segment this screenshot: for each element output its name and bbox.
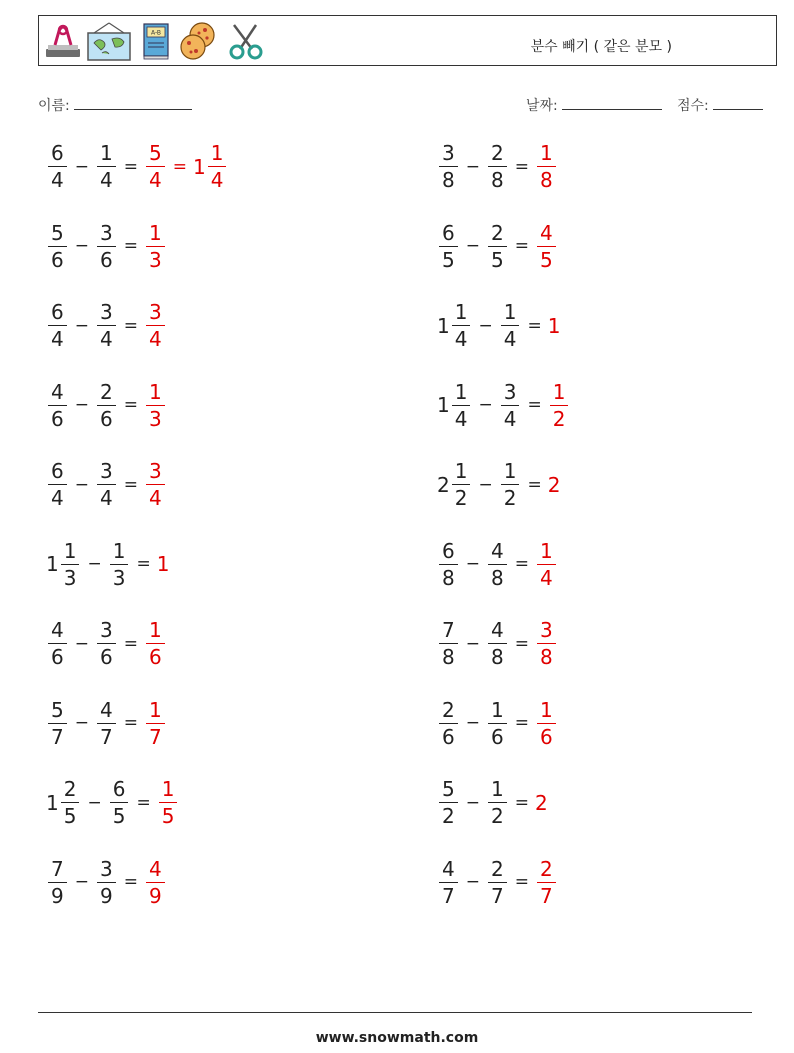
subtrahend-denominator: 2 [490,804,504,828]
answer [535,856,558,908]
answer-denominator: 5 [161,804,175,828]
answer-fraction [146,697,165,749]
answer-numerator: 4 [146,859,165,883]
answer [144,379,167,431]
answer-fraction [537,697,556,749]
name-line [74,95,192,110]
answer-equals-sign: = [172,156,187,177]
minuend-denominator: 5 [442,247,455,272]
subtrahend-denominator: 4 [503,327,517,351]
answer [144,302,167,349]
subtrahend-numerator: 3 [97,859,116,883]
footer-divider [38,1012,752,1013]
minus-sign: − [478,474,493,495]
subtrahend-denominator: 2 [503,486,517,510]
minuend-denominator: 2 [454,486,468,510]
minuend-numerator: 3 [439,143,458,167]
answer-denominator: 4 [539,565,553,590]
minuend-numerator: 6 [48,302,67,326]
answer [144,220,167,272]
minuend-fraction [48,461,67,508]
subtrahend-fraction [97,856,116,908]
minuend-denominator: 4 [51,327,64,351]
problem-item [46,379,167,431]
minus-sign: − [478,315,493,336]
equals-sign: = [514,633,529,654]
subtrahend-numerator: 4 [97,700,116,724]
minuend-denominator: 4 [51,168,64,192]
subtrahend-numerator: 1 [501,461,520,485]
subtrahend-fraction [97,302,116,349]
minuend-denominator: 6 [51,645,64,669]
subtrahend-numerator: 3 [97,620,116,644]
problem-item [46,620,167,667]
minuend-denominator: 6 [51,247,64,272]
subtrahend-fraction [488,856,507,908]
problem-item [437,779,548,826]
minus-sign: − [74,713,89,733]
minus-sign: − [74,633,89,654]
minuend-fraction [61,779,80,826]
answer-fraction [537,620,556,667]
subtrahend-numerator: 3 [97,302,116,326]
subtrahend-denominator: 4 [99,486,113,510]
svg-text:A-B: A-B [150,29,162,37]
equals-sign: = [123,315,138,336]
equals-sign: = [123,713,138,733]
equals-sign: = [514,156,529,177]
answer [535,538,558,590]
minus-sign: − [87,554,102,574]
subtrahend-fraction [488,620,507,667]
answer-numerator: 1 [159,779,178,803]
name-field[interactable] [38,95,192,115]
answer-whole: 1 [156,552,170,576]
answer-denominator: 8 [539,645,553,669]
minus-sign: − [465,872,480,892]
name-label: 이름: [38,98,70,114]
subtrahend-fraction [488,143,507,190]
subtrahend-numerator: 4 [488,541,507,565]
answer [535,697,558,749]
equals-sign: = [527,474,542,495]
answer-numerator: 3 [146,461,165,485]
minuend-fraction [48,379,67,431]
problem-item [46,220,167,272]
answer-denominator: 4 [148,486,162,510]
subtrahend-fraction [110,779,129,826]
minus-sign: − [74,156,89,177]
answer-fraction [146,220,165,272]
minuend-fraction [439,856,458,908]
problem-item [46,779,179,826]
minuend-denominator: 8 [442,168,455,192]
subtrahend-denominator: 8 [490,645,504,669]
answer-fraction [208,143,227,190]
minuend-numerator: 7 [439,620,458,644]
subtrahend-numerator: 4 [488,620,507,644]
minuend-numerator: 6 [439,541,458,565]
subtrahend-fraction [501,379,520,431]
equals-sign: = [527,395,542,415]
minus-sign: − [87,792,102,813]
date-label: 날짜: [526,98,558,114]
minus-sign: − [465,633,480,654]
minuend-fraction [48,302,67,349]
problem-item [437,856,558,908]
minuend-numerator: 4 [48,382,67,406]
answer-fraction [537,220,556,272]
subtrahend-denominator: 8 [490,168,504,192]
equals-sign: = [514,792,529,813]
minuend-numerator: 5 [48,223,67,247]
answer-fraction [146,856,165,908]
subtrahend-denominator: 4 [99,327,113,351]
equals-sign: = [527,315,542,336]
answer [144,461,167,508]
answer-numerator: 2 [537,859,556,883]
problem-item [437,697,558,749]
minuend-numerator: 1 [452,382,471,406]
answer-denominator: 4 [148,168,162,192]
problem-item [46,856,167,908]
answer-denominator: 3 [148,247,162,272]
minuend-fraction [48,856,67,908]
minuend-numerator: 5 [48,700,67,724]
answer-numerator: 3 [146,302,165,326]
minuend-denominator: 4 [51,486,64,510]
answer-denominator: 3 [148,406,162,431]
subtrahend-fraction [488,779,507,826]
answer [144,856,167,908]
problem-item [46,302,167,349]
answer-numerator: 1 [537,700,556,724]
minuend-fraction [48,220,67,272]
minuend-denominator: 6 [442,724,455,749]
subtrahend-fraction [97,220,116,272]
answer-fraction [146,143,165,190]
minuend-fraction [439,697,458,749]
subtrahend-denominator: 4 [99,168,113,192]
answer-denominator: 7 [539,883,553,908]
problem-item [437,620,558,667]
minuend-numerator: 1 [452,302,471,326]
minuend-fraction [452,302,471,349]
answer-numerator: 1 [550,382,569,406]
stamp-icon [43,21,83,61]
subtrahend-denominator: 6 [490,724,504,749]
subtrahend-numerator: 1 [97,143,116,167]
minus-sign: − [465,713,480,733]
subtrahend-denominator: 7 [99,724,113,749]
subtrahend-denominator: 6 [99,406,113,431]
minus-sign: − [74,395,89,415]
scissors-icon [226,21,266,61]
problem-item [437,461,560,508]
minuend-whole: 1 [437,393,450,417]
minuend-numerator: 4 [439,859,458,883]
problem-item [437,302,560,349]
minuend-denominator: 3 [63,565,77,590]
answer-denominator: 6 [539,724,553,749]
subtrahend-numerator: 1 [488,779,507,803]
minus-sign: − [74,315,89,336]
minuend-numerator: 4 [48,620,67,644]
minuend-fraction [439,779,458,826]
problem-item [437,220,558,272]
subtrahend-numerator: 6 [110,779,129,803]
answer-numerator: 1 [208,143,227,167]
minus-sign: − [465,792,480,813]
problem-item [437,379,570,431]
worksheet-title: 분수 빼기 ( 같은 분모 ) [530,39,672,55]
minuend-denominator: 7 [442,883,455,908]
answer-denominator: 4 [148,327,162,351]
minuend-fraction [439,538,458,590]
minuend-numerator: 6 [48,143,67,167]
answer [144,143,228,190]
subtrahend-numerator: 1 [110,541,129,565]
answer [548,473,561,497]
subtrahend-fraction [488,697,507,749]
subtrahend-denominator: 6 [99,247,113,272]
minuend-fraction [48,620,67,667]
answer-denominator: 9 [148,883,162,908]
subtrahend-numerator: 3 [97,223,116,247]
subtrahend-fraction [97,697,116,749]
answer-whole: 1 [547,313,561,338]
subtrahend-fraction [488,220,507,272]
equals-sign: = [136,554,151,574]
subtrahend-fraction [97,461,116,508]
minuend-fraction [48,697,67,749]
answer-fraction [537,143,556,190]
answer [548,379,571,431]
minuend-numerator: 5 [439,779,458,803]
problem-item [46,697,167,749]
minuend-denominator: 2 [442,804,455,828]
subtrahend-denominator: 5 [112,804,126,828]
minus-sign: − [74,474,89,495]
minuend-denominator: 6 [51,406,64,431]
equals-sign: = [514,554,529,574]
minuend-fraction [439,143,458,190]
minus-sign: − [465,554,480,574]
answer-fraction [159,779,178,826]
subtrahend-fraction [501,302,520,349]
answer-numerator: 5 [146,143,165,167]
answer-whole: 1 [192,154,206,179]
answer-denominator: 4 [210,168,224,192]
minus-sign: − [478,395,493,415]
subtrahend-fraction [501,461,520,508]
subtrahend-fraction [97,143,116,190]
minuend-denominator: 8 [442,565,455,590]
date-line [562,95,662,110]
minuend-denominator: 4 [454,406,468,431]
answer-fraction [146,302,165,349]
answer [157,779,180,826]
minuend-denominator: 4 [454,327,468,351]
score-label: 점수: [677,98,709,114]
minus-sign: − [465,156,480,177]
subtrahend-numerator: 2 [488,223,507,247]
problem-item [46,461,167,508]
subtrahend-denominator: 5 [490,247,504,272]
answer-fraction [537,538,556,590]
minuend-fraction [61,538,80,590]
answer-fraction [537,856,556,908]
score-field[interactable] [677,95,763,115]
answer-denominator: 5 [539,247,553,272]
equals-sign: = [123,633,138,654]
equals-sign: = [123,474,138,495]
minuend-numerator: 7 [48,859,67,883]
equals-sign: = [514,872,529,892]
answer-numerator: 3 [537,620,556,644]
answer-whole: 2 [547,472,561,497]
minuend-numerator: 1 [61,541,80,565]
minuend-whole: 1 [46,552,59,576]
answer [535,220,558,272]
equals-sign: = [123,236,138,256]
minus-sign: − [74,872,89,892]
answer-denominator: 2 [552,406,566,431]
answer-numerator: 1 [537,143,556,167]
answer [535,143,558,190]
minuend-numerator: 6 [439,223,458,247]
minuend-whole: 1 [46,790,59,815]
minuend-denominator: 7 [51,724,64,749]
equals-sign: = [123,156,138,177]
minuend-numerator: 6 [48,461,67,485]
problem-item [46,538,170,590]
equals-sign: = [136,792,151,813]
answer-fraction [146,620,165,667]
minuend-numerator: 2 [61,779,80,803]
date-field[interactable] [526,95,662,115]
minus-sign: − [74,236,89,256]
answer [535,791,548,815]
equals-sign: = [123,395,138,415]
subtrahend-denominator: 4 [503,406,517,431]
minuend-fraction [452,461,471,508]
answer [535,620,558,667]
answer-numerator: 1 [146,382,165,406]
problem-item [46,143,228,190]
minuend-numerator: 2 [439,700,458,724]
minuend-denominator: 8 [442,645,455,669]
subtrahend-denominator: 3 [112,565,126,590]
minuend-whole: 2 [437,472,450,497]
problem-item [437,143,558,190]
map-icon [86,21,132,61]
answer-whole: 2 [534,790,548,815]
subtrahend-fraction [97,620,116,667]
subtrahend-fraction [488,538,507,590]
minuend-fraction [48,143,67,190]
subtrahend-fraction [110,538,129,590]
answer-numerator: 1 [537,541,556,565]
answer [144,620,167,667]
subtrahend-numerator: 3 [501,382,520,406]
book-icon [140,21,172,61]
answer [548,314,561,338]
cookie-icon [178,21,220,61]
answer-numerator: 1 [146,223,165,247]
subtrahend-fraction [97,379,116,431]
equals-sign: = [514,713,529,733]
answer-denominator: 8 [539,168,553,192]
answer [144,697,167,749]
subtrahend-numerator: 2 [488,143,507,167]
subtrahend-numerator: 2 [97,382,116,406]
subtrahend-numerator: 2 [488,859,507,883]
subtrahend-denominator: 8 [490,565,504,590]
footer-url: www.snowmath.com [315,1030,479,1046]
subtrahend-denominator: 9 [99,883,113,908]
minuend-denominator: 9 [51,883,64,908]
minuend-whole: 1 [437,313,450,338]
answer-fraction [550,379,569,431]
equals-sign: = [123,872,138,892]
minus-sign: − [465,236,480,256]
minuend-fraction [452,379,471,431]
answer-fraction [146,461,165,508]
minuend-numerator: 1 [452,461,471,485]
problem-item [437,538,558,590]
answer-denominator: 6 [148,645,162,669]
minuend-denominator: 5 [63,804,77,828]
subtrahend-numerator: 1 [501,302,520,326]
score-line [713,95,763,110]
answer-numerator: 4 [537,223,556,247]
minuend-fraction [439,220,458,272]
subtrahend-numerator: 1 [488,700,507,724]
worksheet-header [38,15,777,66]
subtrahend-numerator: 3 [97,461,116,485]
answer [157,552,170,576]
answer-fraction [146,379,165,431]
answer-numerator: 1 [146,620,165,644]
answer-denominator: 7 [148,724,162,749]
equals-sign: = [514,236,529,256]
answer-numerator: 1 [146,700,165,724]
subtrahend-denominator: 6 [99,645,113,669]
subtrahend-denominator: 7 [490,883,504,908]
minuend-fraction [439,620,458,667]
